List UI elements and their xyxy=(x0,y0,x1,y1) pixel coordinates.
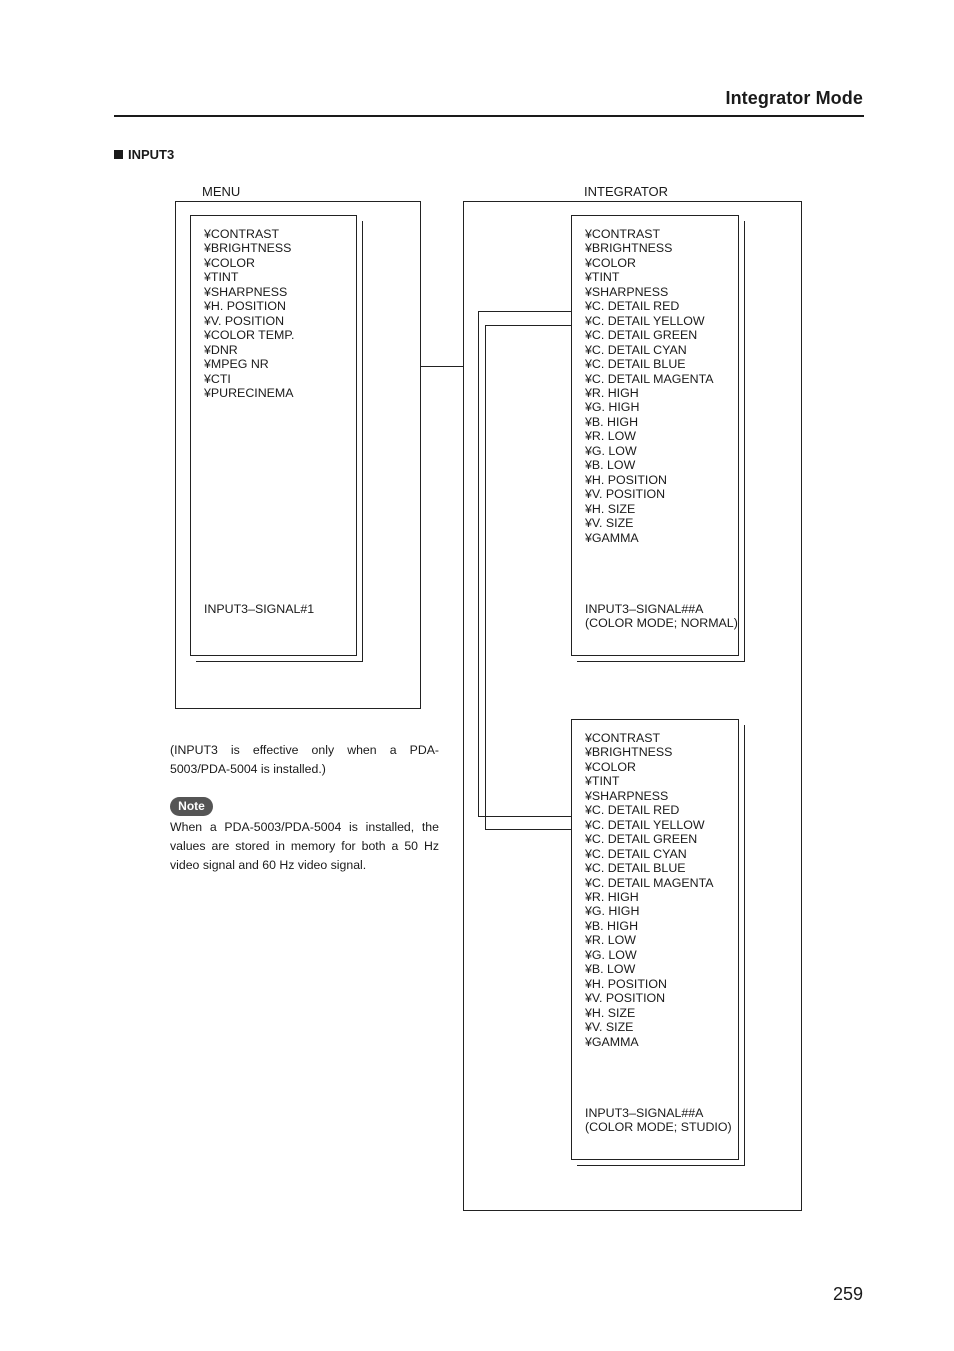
bracket-line xyxy=(485,325,571,326)
list-item: ¥CONTRAST xyxy=(585,731,661,745)
list-item: ¥COLOR TEMP. xyxy=(204,328,295,343)
list-item: ¥CTI xyxy=(204,371,231,386)
list-item: ¥G. LOW xyxy=(585,443,637,458)
studio-screen xyxy=(571,719,739,1160)
menu-integrator-connector xyxy=(421,366,463,367)
list-item: ¥PURECINEMA xyxy=(204,385,294,400)
list-item: ¥GAMMA xyxy=(585,530,639,545)
list-item: ¥C. DETAIL MAGENTA xyxy=(585,875,714,890)
list-item: ¥SHARPNESS xyxy=(585,788,669,803)
normal-mode-label: (COLOR MODE; NORMAL) xyxy=(585,616,738,630)
list-item: ¥H. SIZE xyxy=(585,1005,636,1020)
bracket-line xyxy=(478,816,571,817)
integrator-label: INTEGRATOR xyxy=(584,184,669,199)
list-item: ¥R. LOW xyxy=(585,933,636,948)
list-item: ¥V. SIZE xyxy=(585,1020,634,1035)
list-item: ¥C. DETAIL GREEN xyxy=(585,832,698,847)
list-item: ¥TINT xyxy=(585,270,620,285)
list-item: ¥BRIGHTNESS xyxy=(204,241,292,256)
list-item: ¥R. HIGH xyxy=(585,889,639,904)
list-item: ¥C. DETAIL RED xyxy=(585,299,680,314)
menu-item-list xyxy=(204,227,294,400)
list-item: ¥SHARPNESS xyxy=(204,284,288,299)
normal-item-list xyxy=(585,227,714,545)
list-item: ¥G. LOW xyxy=(585,947,637,962)
list-item: ¥SHARPNESS xyxy=(585,284,669,299)
note-text: When a PDA-5003/PDA-5004 is installed, the values are stored in memory for both a 50 Hz video signal and 60 Hz video signal. xyxy=(170,820,439,872)
menu-signal-label: INPUT3–SIGNAL#1 xyxy=(204,602,315,616)
list-item: ¥B. LOW xyxy=(585,458,636,473)
list-item: ¥C. DETAIL YELLOW xyxy=(585,313,705,328)
bracket-line xyxy=(478,311,479,817)
bracket-line xyxy=(478,311,571,312)
list-item: ¥GAMMA xyxy=(585,1034,639,1049)
list-item: ¥MPEG NR xyxy=(204,357,269,372)
list-item: ¥C. DETAIL YELLOW xyxy=(585,817,705,832)
bracket-line xyxy=(485,325,486,830)
list-item: ¥C. DETAIL BLUE xyxy=(585,357,686,372)
list-item: ¥R. LOW xyxy=(585,429,636,444)
list-item: ¥C. DETAIL CYAN xyxy=(585,846,687,861)
list-item: ¥COLOR xyxy=(585,255,636,270)
effective-note: (INPUT3 is effective only when a PDA-5003/PDA-5004 is installed.) xyxy=(170,743,439,776)
list-item: ¥COLOR xyxy=(204,255,255,270)
list-item: ¥CONTRAST xyxy=(585,227,661,241)
page-number: 259 xyxy=(832,1284,863,1304)
list-item: ¥H. POSITION xyxy=(204,299,286,314)
normal-signal-label: INPUT3–SIGNAL##A xyxy=(585,602,704,616)
square-bullet-icon xyxy=(114,150,123,159)
list-item: ¥B. HIGH xyxy=(585,918,639,933)
section-title-text: INPUT3 xyxy=(128,147,175,162)
list-item: ¥C. DETAIL RED xyxy=(585,803,680,818)
list-item: ¥CONTRAST xyxy=(204,227,280,241)
list-item: ¥G. HIGH xyxy=(585,400,640,415)
section-title xyxy=(114,147,174,162)
bracket-line xyxy=(485,829,571,830)
list-item: ¥B. LOW xyxy=(585,962,636,977)
studio-mode-label: (COLOR MODE; STUDIO) xyxy=(585,1120,732,1134)
list-item: ¥H. POSITION xyxy=(585,976,667,991)
studio-signal-label: INPUT3–SIGNAL##A xyxy=(585,1106,704,1120)
studio-item-list xyxy=(585,731,714,1049)
menu-label: MENU xyxy=(202,184,241,199)
page-header-title: Integrator Mode xyxy=(725,88,863,108)
list-item: ¥TINT xyxy=(585,774,620,789)
list-item: ¥COLOR xyxy=(585,759,636,774)
list-item: ¥G. HIGH xyxy=(585,904,640,919)
list-item: ¥C. DETAIL BLUE xyxy=(585,861,686,876)
list-item: ¥V. POSITION xyxy=(204,313,285,328)
list-item: ¥H. SIZE xyxy=(585,501,636,516)
normal-screen xyxy=(571,215,739,656)
list-item: ¥C. DETAIL GREEN xyxy=(585,328,698,343)
list-item: ¥R. HIGH xyxy=(585,385,639,400)
list-item: ¥H. POSITION xyxy=(585,472,667,487)
list-item: ¥DNR xyxy=(204,342,238,357)
list-item: ¥V. SIZE xyxy=(585,516,634,531)
list-item: ¥C. DETAIL MAGENTA xyxy=(585,371,714,386)
note-badge: Note xyxy=(170,797,213,816)
header-rule xyxy=(114,115,864,117)
list-item: ¥C. DETAIL CYAN xyxy=(585,342,687,357)
list-item: ¥BRIGHTNESS xyxy=(585,241,673,256)
list-item: ¥BRIGHTNESS xyxy=(585,745,673,760)
list-item: ¥TINT xyxy=(204,270,239,285)
list-item: ¥B. HIGH xyxy=(585,414,639,429)
list-item: ¥V. POSITION xyxy=(585,991,666,1006)
list-item: ¥V. POSITION xyxy=(585,487,666,502)
menu-screen xyxy=(190,215,357,656)
